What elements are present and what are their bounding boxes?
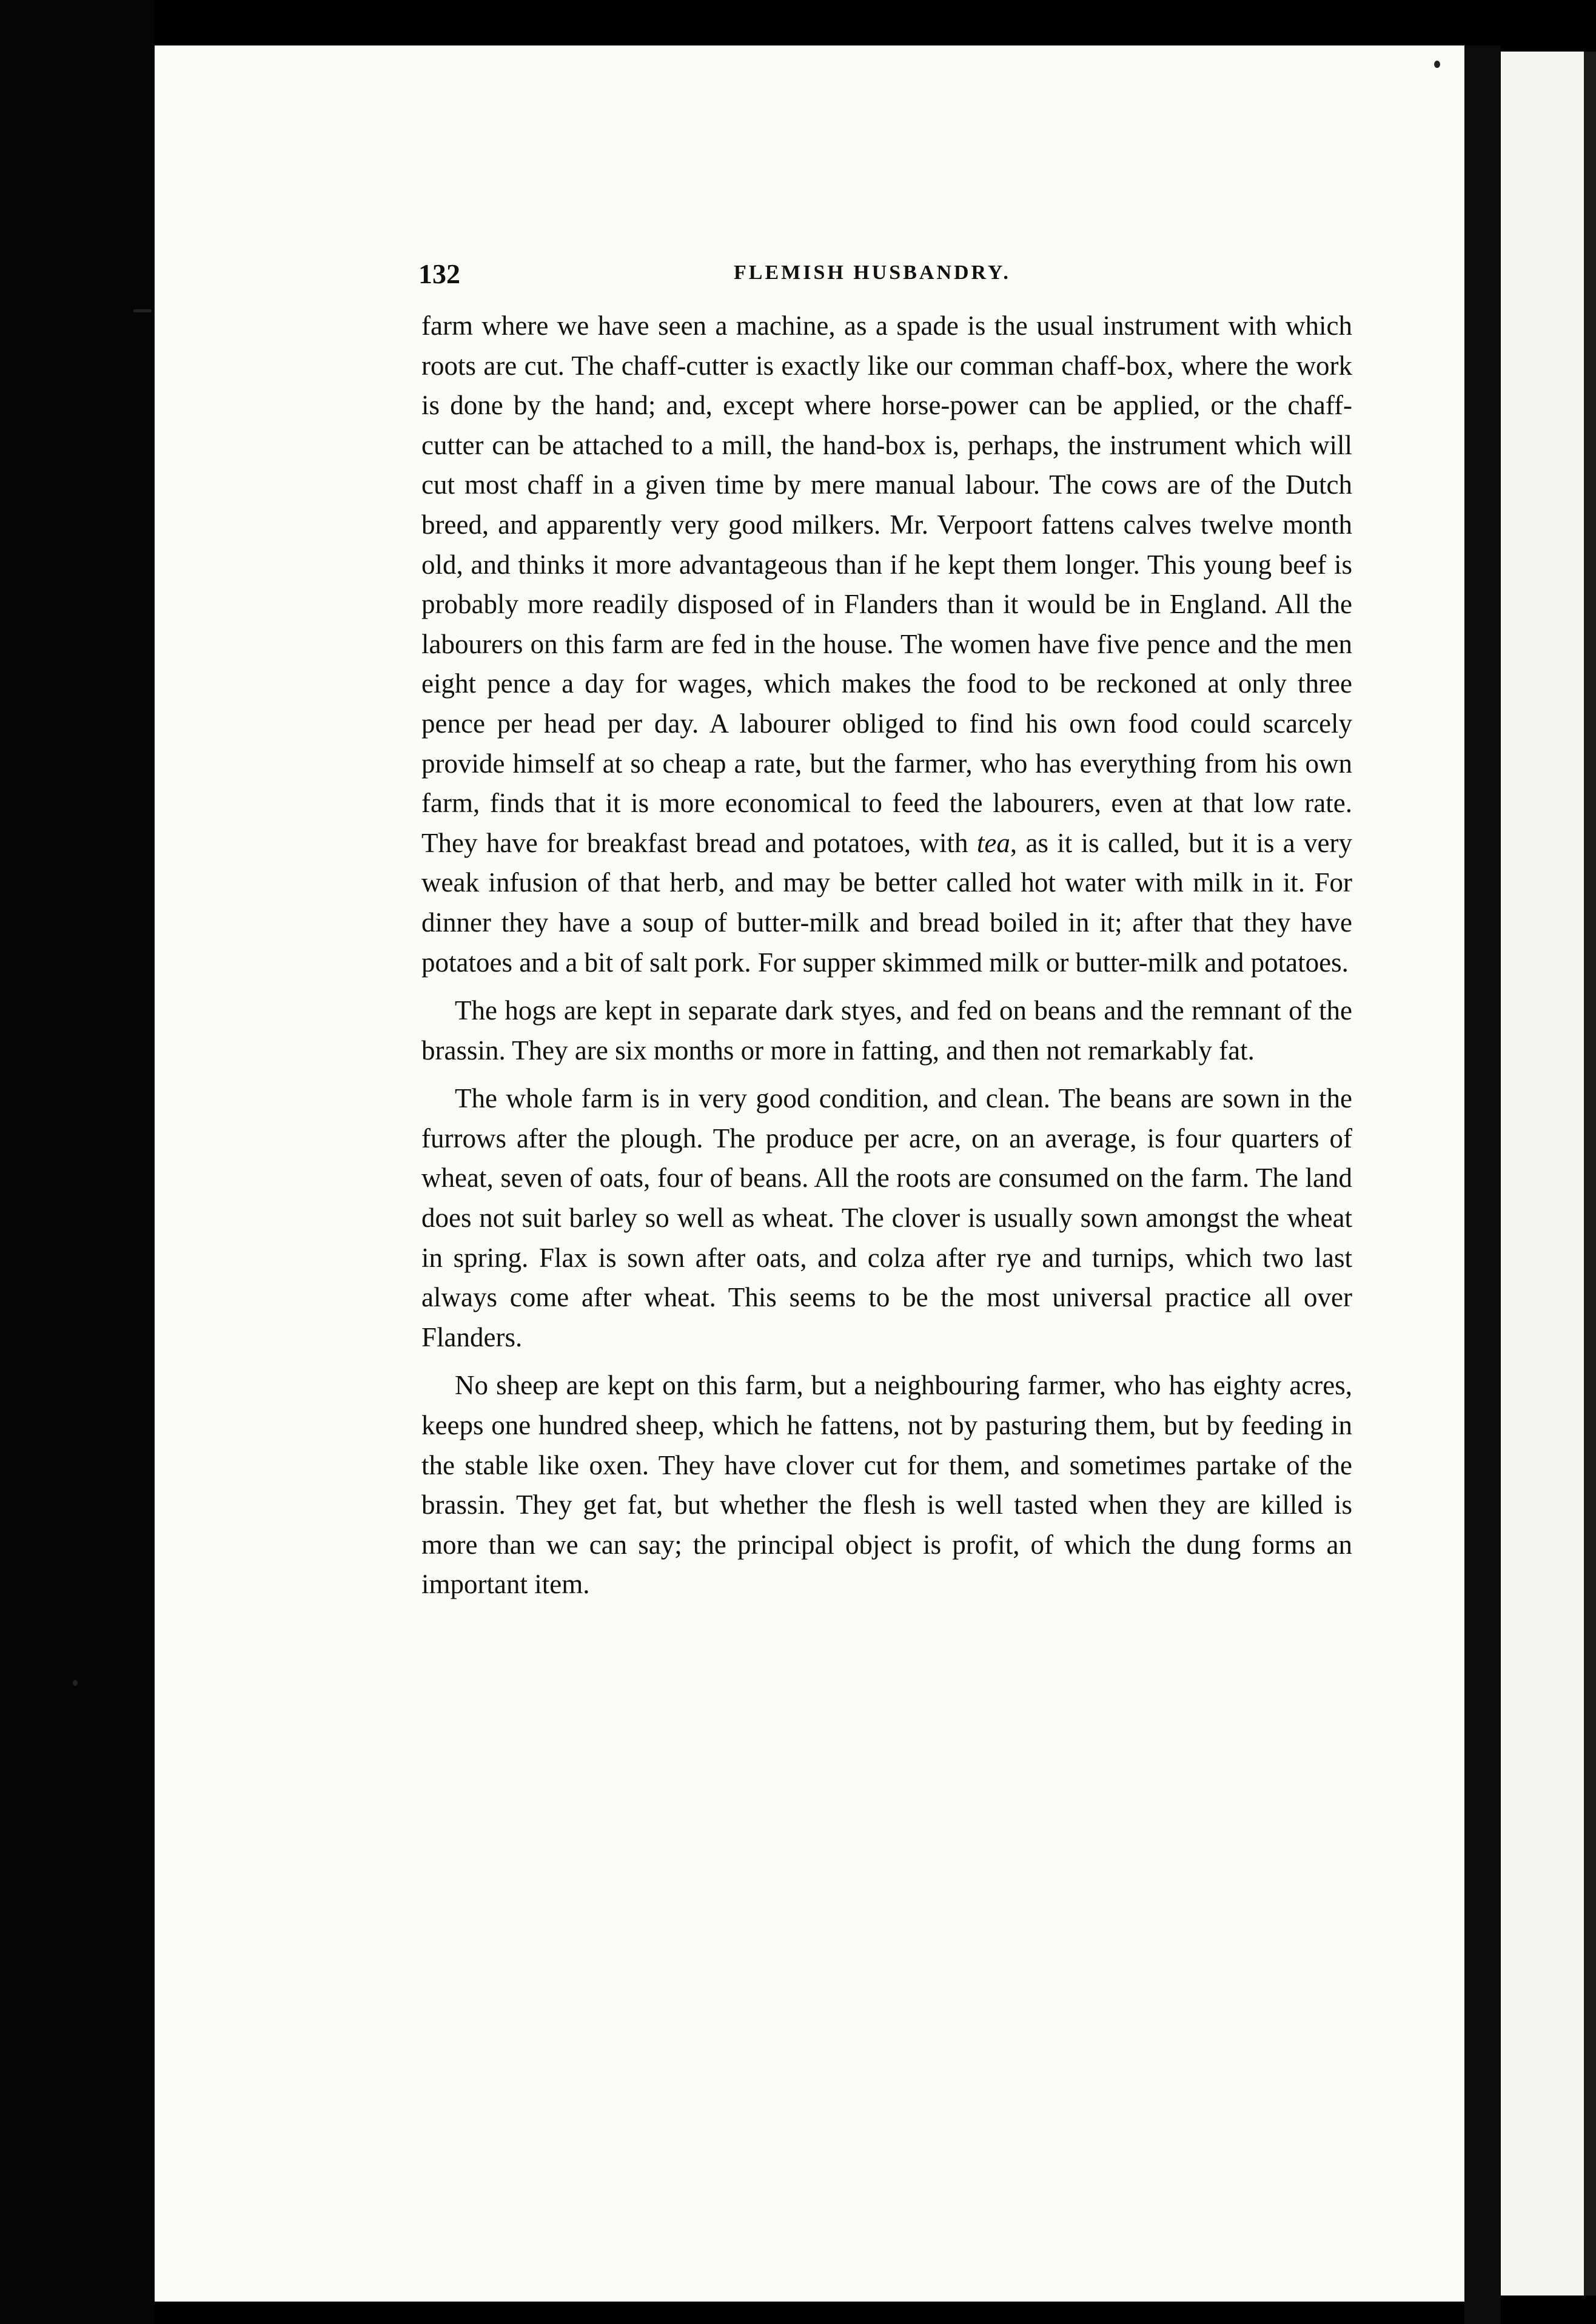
facing-page-dark-edge bbox=[1584, 52, 1596, 2295]
paragraph-3: The whole farm is in very good condition, and clean. The beans are sown in the furrows after the plough. The produce per acre, on an average, is four quarters of wheat, seven of oats, four of beans. All the roots are consumed on the farm. The land does not suit barley so well as wheat. The clover is usually sown amongst the wheat in spring. Flax is sown after oats, and colza after rye and turnips, which two last always come after wheat. This seems to be the most universal practice all over Flanders. bbox=[421, 1083, 1352, 1352]
paragraph-1 bbox=[421, 306, 1352, 982]
body-text bbox=[421, 306, 1352, 1613]
italic-word-tea: tea bbox=[976, 827, 1010, 858]
book-spine-shadow bbox=[1464, 45, 1501, 2324]
scan-speck bbox=[1434, 61, 1440, 68]
scan-left-margin bbox=[0, 0, 155, 2324]
scan-speck bbox=[73, 1680, 78, 1686]
paragraph-2: The hogs are kept in separate dark styes, and fed on beans and the remnant of the brassin. They are six months or more in fatting, and then not remarkably fat. bbox=[421, 995, 1352, 1066]
page-header bbox=[418, 258, 1352, 294]
page-number: 132 bbox=[418, 258, 460, 289]
paragraph-4: No sheep are kept on this farm, but a neighbouring farmer, who has eighty acres, keeps one hundred sheep, which he fattens, not by pasturing them, but by feeding in the stable like oxen. They have clover cut for them, and sometimes partake of the brassin. They get fat, but whether the flesh is well tasted when they are killed is more than we can say; the principal object is profit, of which the dung forms an important item. bbox=[421, 1370, 1352, 1600]
paragraph-1-text-b: , as it is called, but it is a very weak infusion of that herb, and may be better called hot water with milk in it. For dinner they have a soup of butter-milk and bread boiled in it; after that they have potatoes and a bit of salt pork. For supper skimmed milk or butter-milk and potatoes. bbox=[421, 827, 1353, 978]
running-head: FLEMISH HUSBANDRY. bbox=[734, 261, 1011, 284]
scan-speck bbox=[133, 309, 152, 312]
facing-page-edge bbox=[1501, 52, 1596, 2295]
paragraph-1-text-a: farm where we have seen a machine, as a spade is the usual instrument with which roots are cut. The chaff-cutter is exactly like our comman chaff-box, where the work is done by the hand; and, except where horse-power can be applied, or the chaff-cutter can be attached to a mill, the hand-box is, perhaps, the instrument which will cut most chaff in a given time by mere manual labour. The cows are of the Dutch breed, and apparently very good milkers. Mr. Verpoort fattens calves twelve month old, and thinks it more advantageous than if he kept them longer. This young beef is probably more readily disposed of in Flanders than it would be in England. All the labourers on this farm are fed in the house. The women have five pence and the men eight pence a day for wages, which makes the food to be reckoned at only three pence per head per day. A labourer obliged to find his own food could scarcely provide himself at so cheap a rate, but the farmer, who has everything from his own farm, finds that it is more economical to feed the labourers, even at that low rate. They have for breakfast bread and potatoes, with bbox=[421, 311, 1352, 858]
